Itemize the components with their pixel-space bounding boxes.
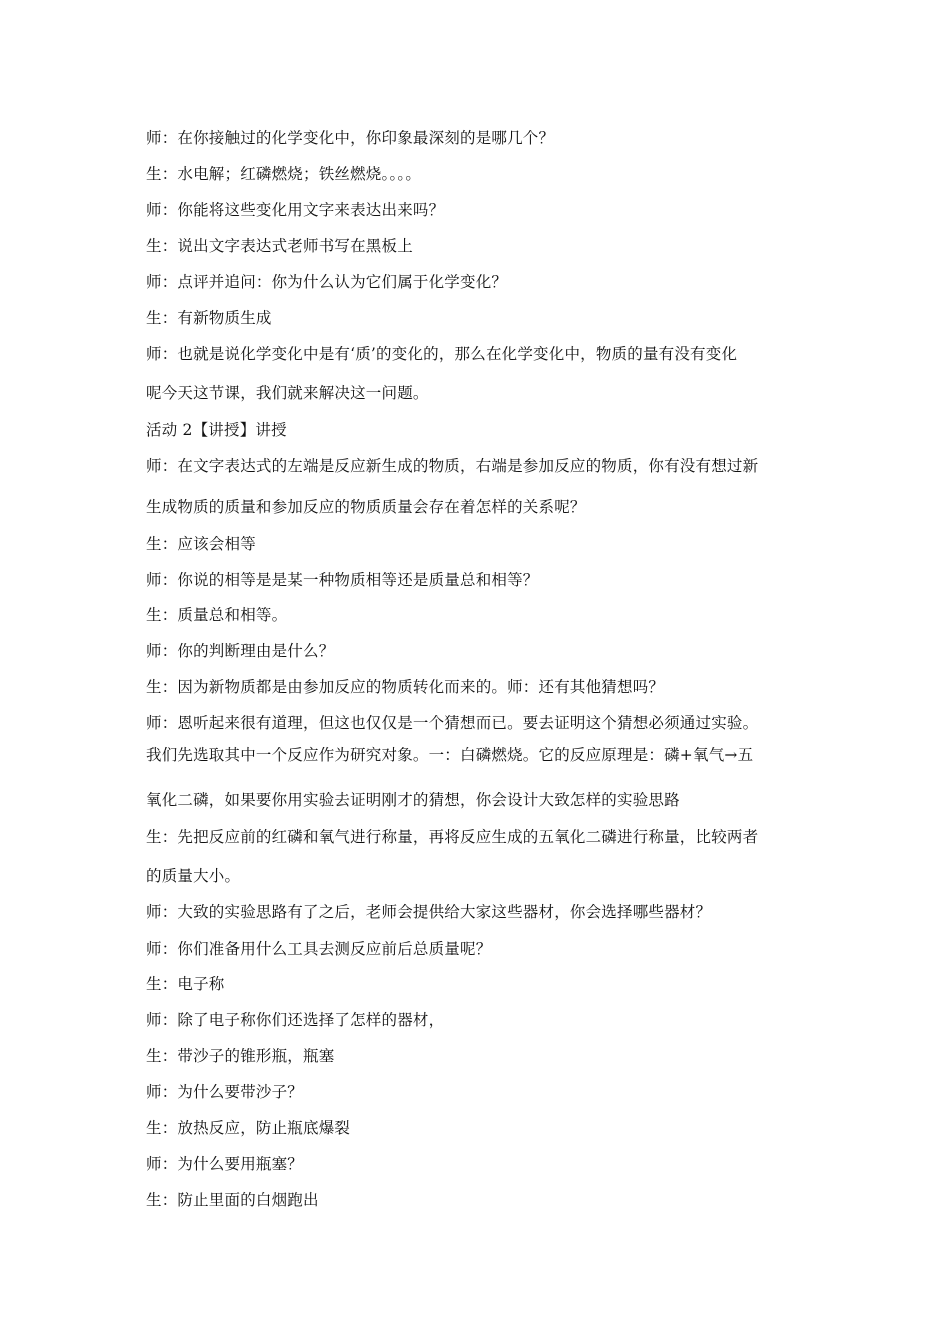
text-line: 师：在文字表达式的左端是反应新生成的物质，右端是参加反应的物质，你有没有想过新 (146, 457, 759, 475)
section-heading: 活动 2【讲授】讲授 (146, 421, 287, 439)
text-line: 生：防止里面的白烟跑出 (146, 1191, 319, 1209)
text-line: 师：你能将这些变化用文字来表达出来吗？ (146, 201, 445, 219)
text-line: 生：先把反应前的红磷和氧气进行称量，再将反应生成的五氧化二磷进行称量，比较两者 (146, 828, 759, 846)
text-line: 师：也就是说化学变化中是有‘质’的变化的，那么在化学变化中，物质的量有没有变化 (146, 345, 738, 363)
text-line: 师：大致的实验思路有了之后，老师会提供给大家这些器材，你会选择哪些器材？ (146, 903, 712, 921)
text-line: 生：说出文字表达式老师书写在黑板上 (146, 237, 413, 255)
text-line: 生：水电解；红磷燃烧；铁丝燃烧。。。。 (146, 165, 422, 183)
text-line: 生：放热反应，防止瓶底爆裂 (146, 1119, 351, 1137)
text-line: 的质量大小。 (146, 867, 241, 885)
text-line: 生：因为新物质都是由参加反应的物质转化而来的。师：还有其他猜想吗？ (146, 678, 665, 696)
text-line: 师：除了电子称你们还选择了怎样的器材， (146, 1011, 445, 1029)
text-line: 呢今天这节课，我们就来解决这一问题。 (146, 384, 429, 402)
text-line: 生：质量总和相等。 (146, 606, 288, 624)
text-line: 我们先选取其中一个反应作为研究对象。一：白磷燃烧。它的反应原理是：磷+氧气→五 (146, 746, 754, 764)
text-line: 师：你的判断理由是什么？ (146, 642, 335, 660)
text-line: 生：带沙子的锥形瓶，瓶塞 (146, 1047, 335, 1065)
text-line: 师：在你接触过的化学变化中，你印象最深刻的是哪几个？ (146, 129, 555, 147)
text-line: 生：应该会相等 (146, 535, 256, 553)
text-line: 生：有新物质生成 (146, 309, 272, 327)
text-line: 师：你们准备用什么工具去测反应前后总质量呢？ (146, 940, 492, 958)
text-line: 师：为什么要用瓶塞？ (146, 1155, 304, 1173)
text-line: 氧化二磷，如果要你用实验去证明刚才的猜想，你会设计大致怎样的实验思路 (146, 791, 680, 809)
text-line: 师：恩听起来很有道理，但这也仅仅是一个猜想而已。要去证明这个猜想必须通过实验。 (146, 714, 759, 732)
text-line: 师：点评并追问：你为什么认为它们属于化学变化？ (146, 273, 508, 291)
text-line: 师：为什么要带沙子？ (146, 1083, 304, 1101)
text-line: 师：你说的相等是是某一种物质相等还是质量总和相等？ (146, 571, 539, 589)
text-line: 生：电子称 (146, 975, 225, 993)
text-line: 生成物质的质量和参加反应的物质质量会存在着怎样的关系呢？ (146, 498, 586, 516)
